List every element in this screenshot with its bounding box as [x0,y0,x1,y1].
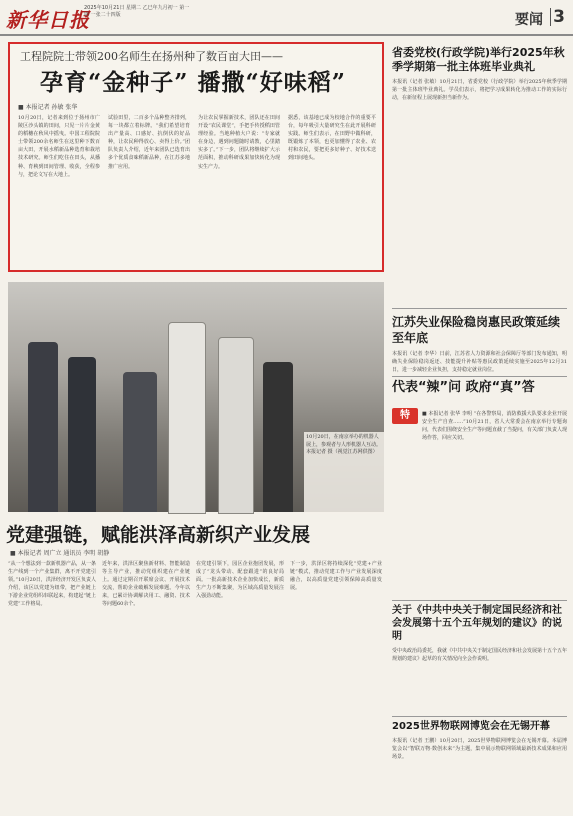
right-story-4[interactable] [392,604,567,737]
edition-info: 2025年10月21日 星期二 乙巳年九月初一 第一期 一张二十四版 [84,5,190,18]
story5-headline: 2025世界物联网博览会在无锡开幕 [392,721,550,732]
news-photo [8,282,384,512]
newspaper-header [0,0,573,36]
divider [392,308,567,309]
lead-byline: ■ 本报记者 孙敏 张华 [18,104,78,111]
story1-headline: 省委党校(行政学院)举行2025年秋季学期第一批主体班毕业典礼 [392,46,565,73]
right-story-5[interactable] [392,720,567,809]
person-figure [263,362,293,512]
story2-text: 本报讯（记者 李华）日前，江苏省人力资源和社会保障厅等部门发布通知，明确失业保险稳岗返还、技能提升补贴等惠民政策延续实施至2025年12月31日，进一步减轻企业负担，支持稳定就业岗位。 [392,351,567,374]
photo-caption: 10月20日，在南京举办的机器人展上，参观者与人形机器人互动。 本报记者 摄（视觉江苏网供图） [304,432,384,514]
story5-text: 本报讯（记者 王鹏）10月20日，2025世界物联网博览会在无锡开幕。本届博览会以“智联万物·数创未来”为主题，集中展示物联网领域最新技术成果和应用场景。 [392,738,567,761]
party-col-2: 近年来，洪泽区聚焦新材料、智能制造等主导产业，推动党组织建在产业链上。通过定期召开联席会议、开展技术交流，帮助企业破解发展难题。今年以来，已累计协调解决用工、融资、技术等问题60余个。 [102,561,190,608]
masthead: 新华日报 [6,8,90,32]
divider [392,716,567,717]
lead-col-1: 10月20日，记者来到位于扬州市广陵区沙头镇的田间，只见一片片金黄的稻穗在秋风中摇曳。中国工程院院士带领200余名师生在这里种下数百亩大田，开展水稻新品种选育和栽培技术研究。师生们吃住在田头，从播种、育秧到田间管理、收获，全程参与，把论文写在大地上。 [18,115,100,178]
party-headline: 党建强链，赋能洪泽高新织产业发展 [6,524,311,546]
party-col-4: 下一步，洪泽区将持续深化“党建+产业链”模式，推动党建工作与产业发展深度融合，以高质量党建引领保障高质量发展。 [290,561,382,592]
story3-text: ■ 本报记者 张华 李明 “在各警察局，消防救援大队要求企业开展安全生产自查……”10月21日，省人大常委会在南京举行专题询问，代表们围绕安全生产等问题直截了当提问，有关部门负责人现场作答，回应关切。 [422,411,567,442]
feature-badge: 特 [392,408,418,424]
person-figure [28,342,58,512]
story2-headline: 江苏失业保险稳岗惠民政策延续至年底 [392,315,561,345]
lead-story[interactable] [8,42,384,272]
story4-text: 受中央政治局委托，我就《中共中央关于制定国民经济和社会发展第十五个五年规划的建议》起草的有关情况向全会作说明。 [392,648,567,663]
person-figure [68,357,96,512]
humanoid-robot [218,337,254,514]
lead-col-4: 据悉，该基地已成为校地合作的重要平台，每年吸引大量研究生在此开展科研实践。师生们表示，在田野中做科研，既锻炼了本领，也更加懂得了农业、农村和农民，要把更多好种子、好技术送到田间地头。 [288,115,376,162]
page-number: 3 [553,7,565,27]
section-label: 要闻 [515,12,543,28]
lead-col-2: 试验田里，二百多个品种整齐排列，每一块都立着标牌。“我们希望培育出产量高、口感好、抗倒伏的好品种，让农民种得放心、卖得上价。”团队负责人介绍，近年来团队已选育出多个优质食味稻新品种，在江苏多地推广应用。 [108,115,190,170]
lead-subhead: 工程院院士带领200名师生在扬州种了数百亩大田—— [20,50,283,63]
party-col-1: “从一个想法到一款新机器产品，从一条生产线到一个产业集群，离不开党建引领。”10月20日，洪泽经济开发区负责人介绍，该区以党建为纽带，把产业链上下游企业党组织串联起来，构建起“链上党建”工作格局。 [8,561,96,608]
divider [550,8,551,26]
right-story-1[interactable] [392,46,567,308]
humanoid-robot [168,322,206,514]
story4-headline: 关于《中共中央关于制定国民经济和社会发展第十五个五年规划的建议》的说明 [392,605,562,642]
party-col-3: 在党建引领下，园区企业抱团发展，形成了“龙头带动、配套跟进”的良好局面。一批高新技术企业加快成长，新质生产力不断集聚，为区域高质量发展注入强劲动能。 [196,561,284,600]
lead-headline: 孕育“金种子” 播撒“好味稻” [40,69,346,96]
person-figure [123,372,157,512]
story1-text: 本报讯（记者 张敏）10月21日，省委党校（行政学院）举行2025年秋季学期第一批主体班毕业典礼。学员们表示，将把学习成果转化为推动工作的实际行动，在新征程上展现新担当新作为。 [392,79,567,102]
divider [392,600,567,601]
right-story-3[interactable] [392,380,567,396]
divider [392,376,567,377]
story3-headline: 代表“辣”问 政府“真”答 [392,380,535,395]
party-byline: ■ 本报记者 周广立 通讯员 李明 胡静 [10,550,110,557]
lead-col-3: 为让农民掌握新技术，团队还在田间开设“农民课堂”，手把手传授稻田管理经验。当地种植大户说：“专家就在身边，遇到问题随时请教，心里踏实多了。”下一步，团队将继续扩大示范面积，推动科研成果加快转化为现实生产力。 [198,115,280,170]
